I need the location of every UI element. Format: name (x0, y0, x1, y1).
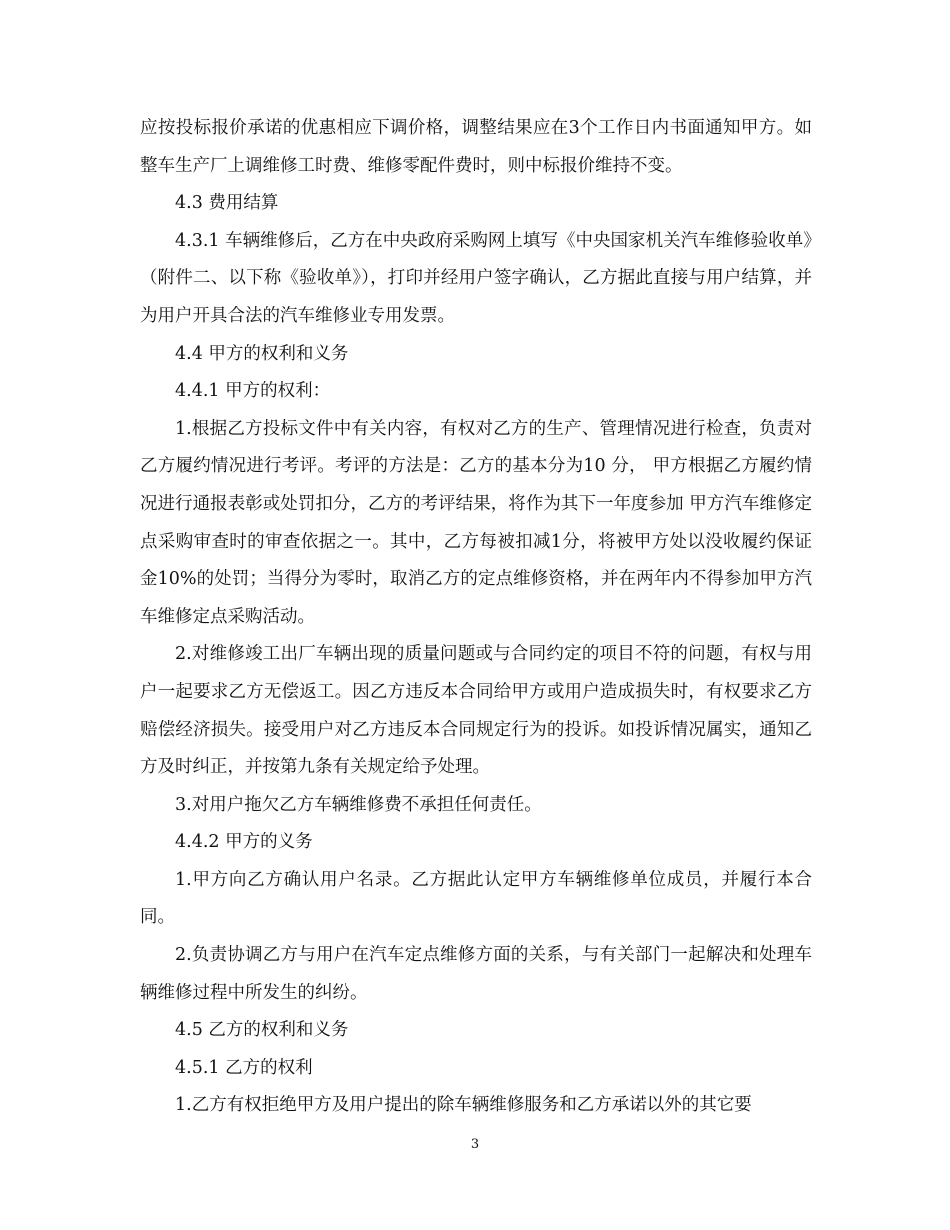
page-number: 3 (470, 1137, 480, 1152)
paragraph-continuation: 应按投标报价承诺的优惠相应下调价格，调整结果应在3个工作日内书面通知甲方。如整车生产厂上调维修工时费、维修零配件费时，则中标报价维持不变。 (140, 118, 812, 176)
subsection-heading-4-5-1: 4.5.1 乙方的权利 (175, 1057, 313, 1078)
section-heading-4-3: 4.3 费用结算 (175, 193, 279, 214)
body-text (140, 110, 812, 1125)
section-heading-4-5: 4.5 乙方的权利和义务 (175, 1020, 349, 1041)
clause-4-3-1: 4.3.1 车辆维修后，乙方在中央政府采购网上填写《中央国家机关汽车维修验收单》（附件二、以下称《验收单》），打印并经用户签字确认，乙方据此直接与用户结算，并为用户开具合法的汽车维修业专用发票。 (140, 230, 812, 326)
subsection-heading-4-4-2: 4.4.2 甲方的义务 (175, 832, 313, 853)
list-item-4-4-2-1: 1.甲方向乙方确认用户名录。乙方据此认定甲方车辆维修单位成员，并履行本合同。 (140, 869, 812, 928)
subsection-heading-4-4-1: 4.4.1 甲方的权利： (175, 381, 331, 402)
list-item-4-4-1-3: 3.对用户拖欠乙方车辆维修费不承担任何责任。 (175, 794, 542, 815)
list-item-4-5-1-1: 1.乙方有权拒绝甲方及用户提出的除车辆维修服务和乙方承诺以外的其它要 (175, 1095, 752, 1116)
list-item-4-4-2-2: 2.负责协调乙方与用户在汽车定点维修方面的关系，与有关部门一起解决和处理车辆维修过程中所发生的纠纷。 (140, 945, 812, 1003)
list-item-4-4-1-2: 2.对维修竣工出厂车辆出现的质量问题或与合同约定的项目不符的问题，有权与用户一起要求乙方无偿返工。因乙方违反本合同给甲方或用户造成损失时，有权要求乙方赔偿经济损失。接受用户对乙方违反本合同规定行为的投诉。如投诉情况属实，通知乙方及时纠正，并按第九条有关规定给予处理。 (140, 644, 812, 778)
section-heading-4-4: 4.4 甲方的权利和义务 (175, 343, 349, 364)
list-item-4-4-1-1: 1.根据乙方投标文件中有关内容，有权对乙方的生产、管理情况进行检查，负责对乙方履约情况进行考评。考评的方法是：乙方的基本分为10 分， 甲方根据乙方履约情况进行通报表彰或处罚扣分，乙方的考评结果，将作为其下一年度参加 甲方汽车维修定点采购审查时的审查依据之一。其中，乙方每被扣减1分，将被甲方处以没收履约保证金10%的处罚；当得分为零时，取消乙方的定点维修资格，并在两年内不得参加甲方汽车维修定点采购活动。 (140, 418, 812, 627)
